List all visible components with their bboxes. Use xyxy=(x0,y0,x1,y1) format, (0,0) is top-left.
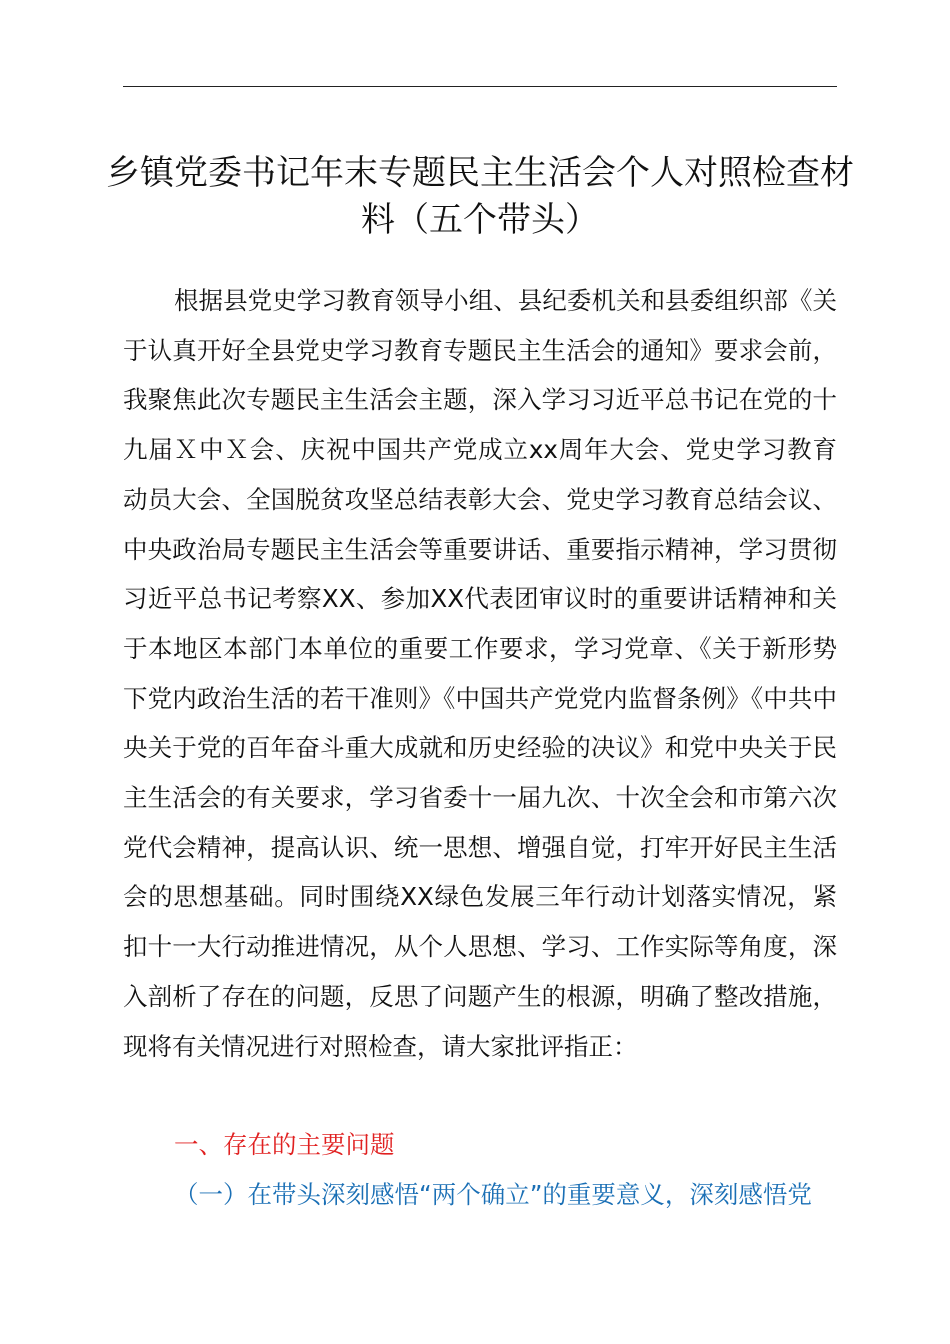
intro-paragraph: 根据县党史学习教育领导小组、县纪委机关和县委组织部《关于认真开好全县党史学习教育专题民主生活会的通知》要求会前，我聚焦此次专题民主生活会主题，深入学习习近平总书记在党的十九届Ｘ中Ｘ会、庆祝中国共产党成立xx周年大会、党史学习教育动员大会、全国脱贫攻坚总结表彰大会、党史学习教育总结会议、中央政治局专题民主生活会等重要讲话、重要指示精神，学习贯彻习近平总书记考察XX、参加XX代表团审议时的重要讲话精神和关于本地区本部门本单位的重要工作要求，学习党章、《关于新形势下党内政治生活的若干准则》《中国共产党党内监督条例》《中共中央关于党的百年奋斗重大成就和历史经验的决议》和党中央关于民主生活会的有关要求，学习省委十一届九次、十次全会和市第六次党代会精神，提高认识、统一思想、增强自觉，打牢开好民主生活会的思想基础。同时围绕XX绿色发展三年行动计划落实情况，紧扣十一大行动推进情况，从个人思想、学习、工作实际等角度，深入剖析了存在的问题，反思了问题产生的根源，明确了整改措施，现将有关情况进行对照检查，请大家批评指正： xyxy=(123,286,837,1061)
sub-heading: （一）在带头深刻感悟“两个确立”的重要意义，深刻感悟党 xyxy=(174,1180,812,1209)
header-rule xyxy=(123,86,837,87)
section-heading: 一、存在的主要问题 xyxy=(174,1130,395,1159)
document-title: 乡镇党委书记年末专题民主生活会个人对照检查材料（五个带头） xyxy=(106,153,854,240)
